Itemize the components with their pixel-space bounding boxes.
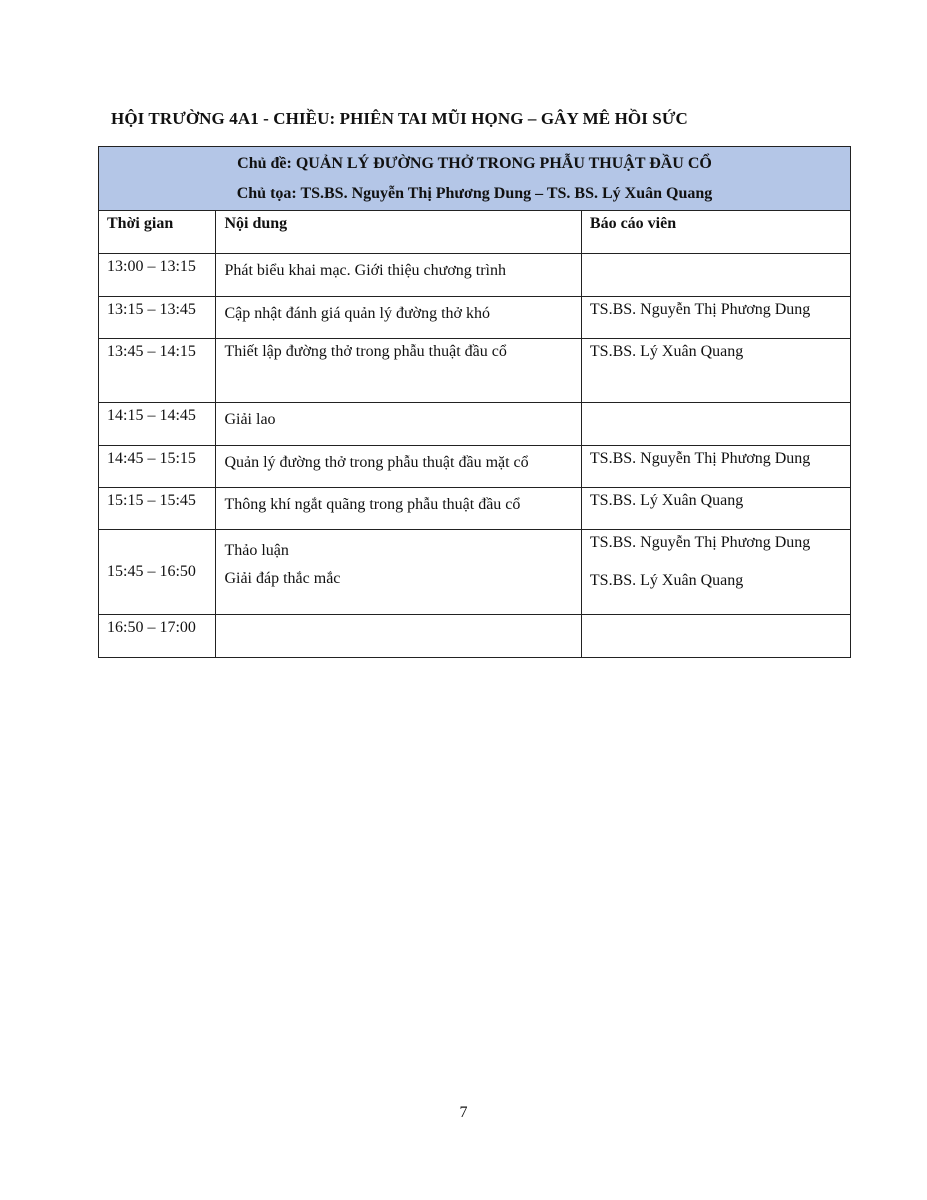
time-cell	[99, 403, 216, 446]
content-cell	[216, 615, 581, 658]
content-text: Thông khí ngắt quãng trong phẫu thuật đầu cổ	[224, 496, 521, 513]
table-row	[99, 615, 851, 658]
speaker-text	[582, 615, 850, 619]
time-text: 13:45 – 14:15	[107, 343, 196, 360]
content-text: Giải lao	[224, 411, 276, 428]
session-chairs: Chủ tọa: TS.BS. Nguyễn Thị Phương Dung – TS. BS. Lý Xuân Quang	[236, 185, 713, 202]
content-cell	[216, 403, 581, 446]
speaker-text: TS.BS. Nguyễn Thị Phương Dung	[589, 301, 811, 318]
time-cell	[99, 615, 216, 658]
speaker-cell	[581, 339, 850, 403]
page-number: 7	[459, 1104, 468, 1121]
content-cell	[216, 488, 581, 530]
time-cell	[99, 297, 216, 339]
header-time-label: Thời gian	[107, 215, 174, 232]
content-cell	[216, 297, 581, 339]
content-cell	[216, 254, 581, 297]
session-banner	[99, 147, 851, 211]
speaker-cell	[581, 488, 850, 530]
content-text: Phát biểu khai mạc. Giới thiệu chương trình	[224, 262, 506, 279]
header-content-label: Nội dung	[224, 215, 288, 232]
table-row	[99, 297, 851, 339]
time-text: 13:15 – 13:45	[107, 301, 196, 318]
time-cell	[99, 446, 216, 488]
content-text: Cập nhật đánh giá quản lý đường thở khó	[224, 305, 491, 322]
table-row	[99, 488, 851, 530]
table-row	[99, 530, 851, 615]
header-content	[216, 211, 581, 254]
speaker-text: TS.BS. Lý Xuân Quang	[589, 572, 744, 589]
page-heading: HỘI TRƯỜNG 4A1 - CHIỀU: PHIÊN TAI MŨI HỌNG – GÂY MÊ HỒI SỨC	[111, 109, 688, 128]
agenda-table	[98, 146, 851, 658]
content-cell	[216, 446, 581, 488]
table-row	[99, 339, 851, 403]
time-text: 15:15 – 15:45	[107, 492, 196, 509]
content-cell	[216, 339, 581, 403]
time-text: 14:45 – 15:15	[107, 450, 196, 467]
table-row	[99, 446, 851, 488]
speaker-cell	[581, 297, 850, 339]
speaker-text	[582, 254, 850, 258]
session-banner-row	[99, 147, 851, 211]
table-row	[99, 254, 851, 297]
time-text: 13:00 – 13:15	[107, 258, 196, 275]
header-time	[99, 211, 216, 254]
speaker-text: TS.BS. Lý Xuân Quang	[589, 343, 744, 360]
content-text: Thiết lập đường thở trong phẫu thuật đầu cổ	[224, 343, 507, 360]
speaker-text: TS.BS. Lý Xuân Quang	[589, 492, 744, 509]
header-speaker	[581, 211, 850, 254]
content-text: Giải đáp thắc mắc	[224, 570, 341, 587]
header-speaker-label: Báo cáo viên	[589, 215, 677, 232]
content-text	[216, 615, 580, 623]
speaker-text: TS.BS. Nguyễn Thị Phương Dung	[589, 450, 811, 467]
speaker-text: TS.BS. Nguyễn Thị Phương Dung	[589, 534, 811, 551]
content-text: Quản lý đường thở trong phẫu thuật đầu mặt cổ	[224, 454, 529, 471]
table-header-row	[99, 211, 851, 254]
speaker-cell	[581, 530, 850, 615]
time-cell	[99, 530, 216, 615]
time-cell	[99, 339, 216, 403]
time-text: 16:50 – 17:00	[107, 619, 196, 636]
time-cell	[99, 254, 216, 297]
content-cell	[216, 530, 581, 615]
speaker-cell	[581, 615, 850, 658]
time-text: 15:45 – 16:50	[107, 563, 196, 580]
table-row	[99, 403, 851, 446]
speaker-cell	[581, 254, 850, 297]
speaker-text	[582, 403, 850, 407]
time-cell	[99, 488, 216, 530]
speaker-cell	[581, 446, 850, 488]
time-text: 14:15 – 14:45	[107, 407, 196, 424]
session-topic: Chủ đề: QUẢN LÝ ĐƯỜNG THỞ TRONG PHẪU THUẬT ĐẦU CỔ	[237, 155, 712, 172]
speaker-cell	[581, 403, 850, 446]
content-text: Thảo luận	[224, 542, 289, 559]
